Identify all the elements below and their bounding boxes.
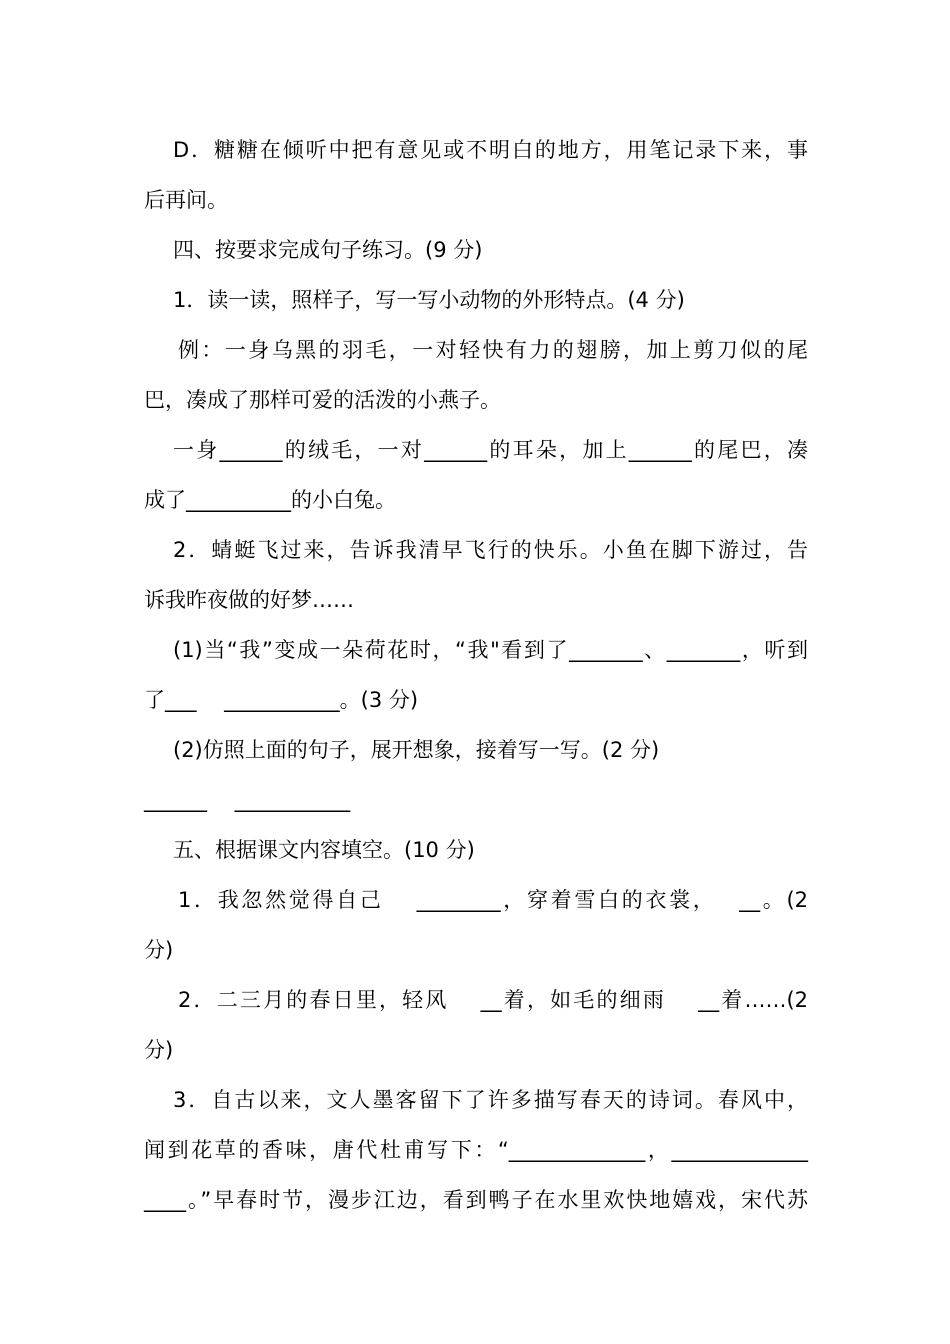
question-5-1: 1．我忽然觉得自己 ________，穿着雪白的衣裳， __。(2 bbox=[178, 888, 808, 912]
question-5-2: 2．二三月的春日里，轻风 __着，如毛的细雨 __着……(2 bbox=[178, 988, 808, 1012]
fill-blank-rabbit: 一身______的绒毛，一对______的耳朵，加上______的尾巴，凑 bbox=[173, 438, 808, 462]
example-sentence: 例：一身乌黑的羽毛，一对轻快有力的翅膀，加上剪刀似的尾 bbox=[178, 338, 808, 362]
question-5-2-cont: 分) bbox=[144, 1038, 174, 1062]
question-5-3: 3．自古以来，文人墨客留下了许多描写春天的诗词。春风中， bbox=[173, 1088, 808, 1112]
question-4-2: 2．蜻蜓飞过来，告诉我清早飞行的快乐。小鱼在脚下游过，告 bbox=[173, 538, 808, 562]
question-5-3-cont: 闻到花草的香味，唐代杜甫写下：“_____________，_____________ bbox=[144, 1138, 808, 1162]
text-line-option-d-cont: 后再问。 bbox=[144, 188, 228, 212]
question-5-1-cont: 分) bbox=[144, 938, 174, 962]
text-line-option-d: D．糖糖在倾听中把有意见或不明白的地方，用笔记录下来，事 bbox=[173, 138, 808, 162]
sub-question-1-cont: 了___ ___________。(3 分) bbox=[144, 688, 419, 712]
section-four-heading: 四、按要求完成句子练习。(9 分) bbox=[173, 238, 483, 262]
question-4-1: 1．读一读，照样子，写一写小动物的外形特点。(4 分) bbox=[173, 288, 685, 312]
sub-question-2: (2)仿照上面的句子，展开想象，接着写一写。(2 分) bbox=[173, 738, 660, 762]
question-4-2-cont: 诉我昨夜做的好梦…… bbox=[144, 588, 354, 612]
section-five-heading: 五、根据课文内容填空。(10 分) bbox=[173, 838, 475, 862]
question-5-3-cont2: ____。”早春时节，漫步江边，看到鸭子在水里欢快地嬉戏，宋代苏 bbox=[144, 1188, 808, 1212]
sub-question-1: (1)当“我”变成一朵荷花时，“我"看到了_______、_______，听到 bbox=[173, 638, 808, 662]
fill-blank-rabbit-cont: 成了__________的小白兔。 bbox=[144, 488, 396, 512]
example-sentence-cont: 巴，凑成了那样可爱的活泼的小燕子。 bbox=[144, 388, 501, 412]
answer-blank-line: ______ ___________ bbox=[144, 788, 351, 812]
